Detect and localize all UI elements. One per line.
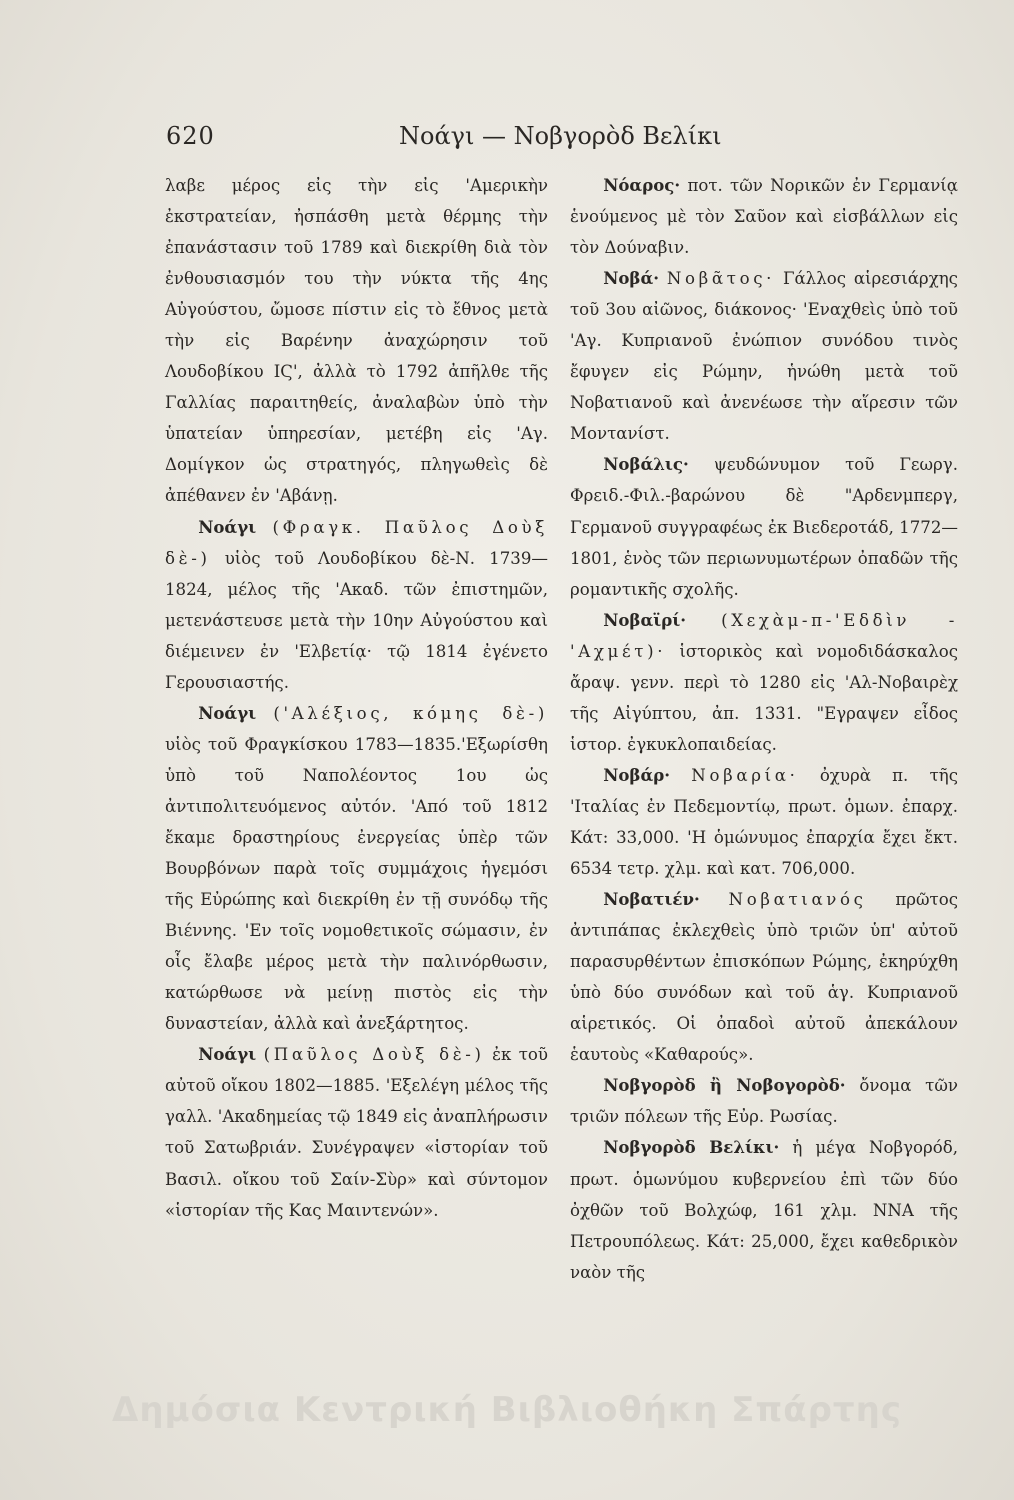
entry-headword: Νοβάρ· [603,764,671,785]
entry-headword: Νοβάλις· [603,454,689,475]
entry-headword: Νοβά· [603,268,659,289]
entry-name: (Χεχὰμ-π-'Εδδὶν -'Αχμέτ)· [570,610,959,661]
page-number: 620 [166,122,215,150]
entry-body: υἱὸς τοῦ Λουδοβίκου δὲ-Ν. 1739—1824, μέλος τῆς 'Ακαδ. τῶν ἐπιστημῶν, μετενάστευσε μετὰ τὴν 10ην Αὐγούστου καὶ διέμεινεν ἐν 'Ελβετίᾳ· τῷ 1814 ἐγένετο Γερουσιαστής. [165,548,548,692]
entry-body: ἡ μέγα Νοβγορόδ, πρωτ. ὁμωνύμου κυβερνείου ἐπὶ τῶν δύο ὀχθῶν τοῦ Βολχώφ, 161 χλμ. ΝΝΑ τῆς Πετρουπόλεως. Κάτ: 25,000, ἔχει καθεδρικὸν ναὸν τῆς [570,1138,958,1282]
entry-name: Νοβατιανός [728,890,867,910]
entry-novgorod [570,1070,958,1132]
right-column [570,170,958,1288]
left-column [165,170,548,1226]
entry-body: ψευδώνυμον τοῦ Γεωργ. Φρειδ.-Φιλ.-βαρώνου δὲ "Αρδενμπεργ, Γερμανοῦ συγγραφέως ἐκ Βιεδεροτάδ, 1772—1801, ἑνὸς τῶν περιωνυμωτέρων ὀπαδῶν τῆς ρομαντικῆς σχολῆς. [570,455,958,599]
entry-novgorod-veliki [570,1132,958,1287]
entry-noaros [570,170,958,263]
entry-body: πρῶτος ἀντιπάπας ἐκλεχθεὶς ὑπὸ τριῶν ὑπ' αὐτοῦ παρασυρθέντων ἐπισκόπων Ρώμης, ἐκηρύχθη ὑπὸ δύο συνόδων καὶ τοῦ ἁγ. Κυπριανοῦ αἱρετικός. Οἱ ὀπαδοὶ αὐτοῦ ἀπεκάλουν ἑαυτοὺς «Καθαρούς». [570,890,959,1065]
entry-body: ὀχυρὰ π. τῆς 'Ιταλίας ἐν Πεδεμοντίῳ, πρωτ. ὁμων. ἐπαρχ. Κάτ: 33,000. 'Η ὁμώνυμος ἐπαρχία ἔχει ἔκτ. 6534 τετρ. χλμ. καὶ κατ. 706,000. [570,765,958,879]
entry-novalis [570,449,958,604]
entry-name: Νοβαρία· [691,765,799,785]
page-header [166,122,966,162]
entry-novara [570,760,958,884]
entry-headword: Νόαρος· [603,175,681,195]
entry-headword: Νοβατιέν· [603,889,700,910]
library-watermark: Δημόσια Κεντρική Βιβλιοθήκη Σπάρτης [112,1390,902,1430]
continued-text: λαβε μέρος εἰς τὴν εἰς 'Αμερικὴν ἐκστρατείαν, ἠσπάσθη μετὰ θέρμης τὴν ἐπανάστασιν τοῦ 1789 καὶ διεκρίθη διὰ τὸν ἐνθουσιασμόν του τὴν νύκτα τῆς 4ης Αὐγούστου, ὤμοσε πίστιν εἰς τὸ ἔθνος μετὰ τὴν εἰς Βαρένην ἀναχώρησιν τοῦ Λουδοβίκου ΙϚ', ἀλλὰ τὸ 1792 ἀπῆλθε τῆς Γαλλίας παραιτηθείς, ἀναλαβὼν ὑπὸ τὴν ὑπατείαν ὑπηρεσίαν, μετέβη εἰς 'Αγ. Δομίγκον ὡς στρατηγός, πληγωθεὶς δὲ ἀπέθανεν ἐν 'Αβάνῃ. [165,176,548,506]
entry-name: Νοβᾶτος· [666,269,776,289]
entry-headword: Νοάγι [198,702,257,723]
entry-body: ὄνομα τῶν τριῶν πόλεων τῆς Εὐρ. Ρωσίας. [570,1076,958,1127]
entry-headword: Νοβγορὸδ ἢ Νοβογορὸδ· [603,1075,846,1096]
entry-headword: Νοβαϊρί· [603,609,687,630]
entry-body: ἱστορικὸς καὶ νομοδιδάσκαλος ἄραψ. γενν. περὶ τὸ 1280 εἰς 'Αλ-Νοβαιρὲχ τῆς Αἰγύπτου, ἀπ. 1331. "Εγραψεν εἶδος ἱστορ. ἐγκυκλοπαιδείας. [570,641,958,754]
entry-body: ποτ. τῶν Νορικῶν ἐν Γερμανίᾳ ἑνούμενος μὲ τὸν Σαῦον καὶ εἰσβάλλων εἰς τὸν Δούναβιν. [570,176,958,258]
running-title: Νοάγι — Νοβγορὸδ Βελίκι [399,122,722,150]
entry-novatien [570,884,958,1070]
entry-novairi [570,605,958,760]
entry-headword: Νοάγι [198,516,257,537]
continued-paragraph [165,170,548,512]
entry-noailles-paul [165,1039,548,1225]
entry-noailles-francois [165,512,548,698]
entry-body: υἱὸς τοῦ Φραγκίσκου 1783—1835.'Εξωρίσθη ὑπὸ τοῦ Ναπολέοντος 1ου ὡς ἀντιπολιτευόμενος αὐτόν. 'Από τοῦ 1812 ἔκαμε δραστηρίους ἐνεργείας ὑπὲρ τῶν Βουρβόνων παρὰ τοῖς συμμάχοις ἡγεμόσι τῆς Εὐρώπης καὶ διεκρίθη ἐν τῇ συνόδῳ τῆς Βιέννης. 'Εν τοῖς νομοθετικοῖς σώμασιν, ἐν οἷς ἔλαβε μέρος μετὰ τὴν παλινόρθωσιν, κατώρθωσε νὰ μείνῃ πιστὸς εἰς τὴν δυναστείαν, ἀλλὰ καὶ ἀνεξάρτητος. [165,734,548,1034]
entry-headword: Νοβγορὸδ Βελίκι· [603,1137,780,1158]
entry-name: (Φραγκ. Παῦλος Δοὺξ δὲ-) [165,517,548,568]
entry-novat [570,263,958,449]
entry-noailles-alexis [165,698,548,1040]
entry-body: ἐκ τοῦ αὐτοῦ οἴκου 1802—1885. 'Εξελέγη μέλος τῆς γαλλ. 'Ακαδημείας τῷ 1849 εἰς ἀναπλήρωσιν τοῦ Σατωβριάν. Συνέγραψεν «ἱστορίαν τοῦ Βασιλ. οἴκου τοῦ Σαίν-Σὺρ» καὶ σύντομον «ἱστορίαν τῆς Κας Μαιντενών». [165,1045,548,1220]
entry-headword: Νοάγι [198,1044,257,1065]
entry-name: ('Αλέξιος, κόμης δὲ-) [273,703,548,723]
entry-body: Γάλλος αἱρεσιάρχης τοῦ 3ου αἰῶνος, διάκονος· 'Εναχθεὶς ὑπὸ τοῦ 'Αγ. Κυπριανοῦ ἐνώπιον συνόδου τινὸς ἔφυγεν εἰς Ρώμην, ἡνώθη μετὰ τοῦ Νοβατιανοῦ καὶ ἀνενέωσε τὴν αἵρεσιν τῶν Μοντανίστ. [570,269,958,444]
entry-name: (Παῦλος Δοὺξ δὲ-) [263,1045,485,1065]
